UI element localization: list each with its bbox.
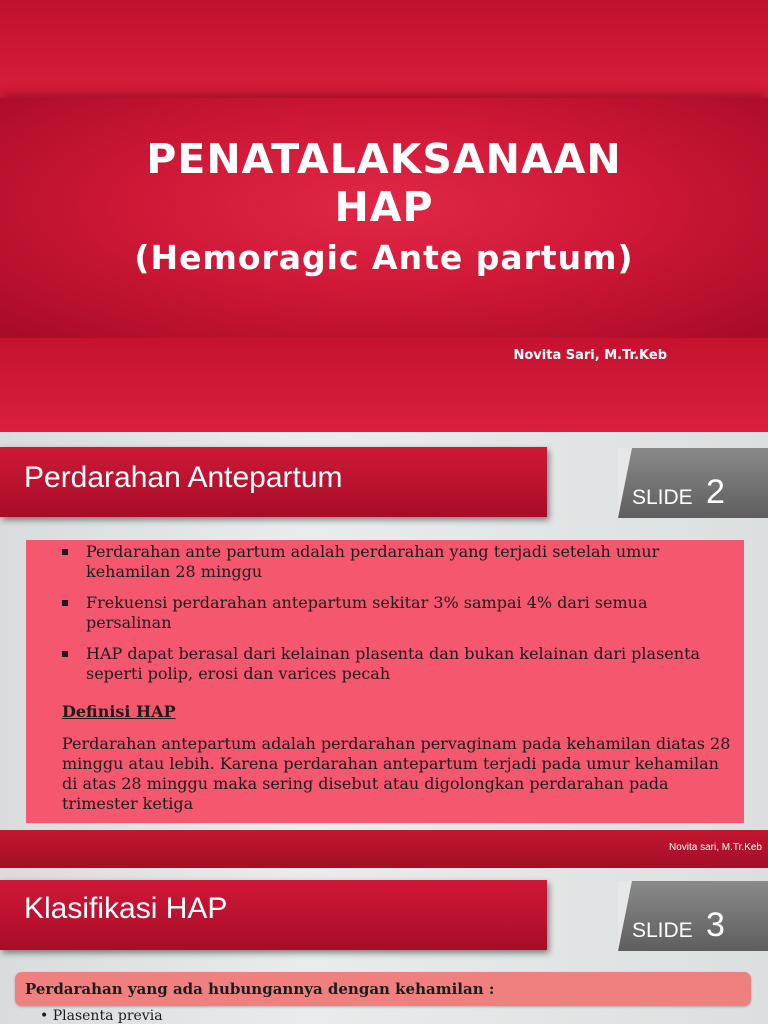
- bullet-square-icon: [62, 651, 68, 657]
- bullet-square-icon: [62, 549, 68, 555]
- subheading-text: Perdarahan yang ada hubungannya dengan kehamilan :: [25, 980, 495, 998]
- title-line-3: (Hemoragic Ante partum): [134, 238, 634, 277]
- list-item: [26, 644, 706, 684]
- bullet-square-icon: [62, 600, 68, 606]
- slide-number-tab: [618, 448, 768, 518]
- slide-number: 3: [706, 906, 725, 944]
- definition-heading: Definisi HAP: [62, 702, 176, 721]
- top-band: [0, 0, 768, 98]
- slide-word: SLIDE: [632, 919, 693, 942]
- list-item: [26, 593, 706, 633]
- footer-bar: [0, 830, 768, 868]
- title-line-1: PENATALAKSANAAN: [146, 135, 622, 183]
- title-line-2: HAP: [334, 183, 434, 231]
- slide-number: 2: [706, 473, 725, 511]
- heading-bar: [0, 447, 547, 517]
- author-name: Novita Sari, M.Tr.Keb: [513, 348, 667, 363]
- slide-heading: Klasifikasi HAP: [24, 892, 228, 925]
- slide-heading: Perdarahan Antepartum: [24, 461, 343, 494]
- slide-word: SLIDE: [632, 486, 693, 509]
- slide-number-tab: [618, 881, 768, 951]
- list-item: • Plasenta previa: [40, 1008, 163, 1024]
- title-slide: [0, 0, 768, 432]
- bullet-text: HAP dapat berasal dari kelainan plasenta dan bukan kelainan dari plasenta seperti polip, erosi dan varices pecah: [86, 644, 701, 683]
- slide-3: [0, 868, 768, 1024]
- definition-text: Perdarahan antepartum adalah perdarahan pervaginam pada kehamilan diatas 28 minggu atau lebih. Karena perdarahan antepartum terjadi pada umur kehamilan di atas 28 minggu maka sering disebut atau digolongkan perdarahan pada trimester ketiga: [62, 734, 731, 813]
- bullet-text: Frekuensi perdarahan antepartum sekitar 3% sampai 4% dari semua persalinan: [86, 593, 648, 632]
- footer-author: Novita sari, M.Tr.Keb: [669, 842, 762, 853]
- slide-2: [0, 432, 768, 868]
- bullet-text: Perdarahan ante partum adalah perdarahan yang terjadi setelah umur kehamilan 28 minggu: [86, 542, 660, 581]
- heading-bar: [0, 880, 547, 950]
- bullet-list: [26, 542, 706, 695]
- subheading-box: [15, 972, 751, 1006]
- content-box: [26, 540, 744, 823]
- list-item: [26, 542, 706, 582]
